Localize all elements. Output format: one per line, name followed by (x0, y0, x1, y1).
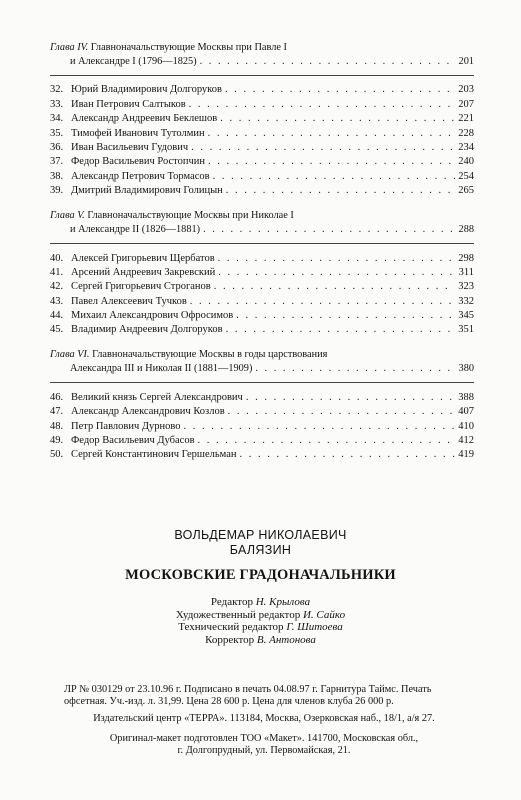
toc-entry: 41. Арсений Андреевич Закревский . . . 311 (50, 264, 474, 278)
toc-entry: 43. Павел Алексеевич Тучков . . . 332 (50, 292, 474, 306)
chapter-label: Глава V. (50, 210, 85, 222)
toc-entry: 37. Федор Васильевич Ростопчин . . . 240 (50, 153, 474, 167)
toc-entry: 48. Петр Павлович Дурново . . . 410 (50, 417, 474, 431)
book-title: МОСКОВСКИЕ ГРАДОНАЧАЛЬНИКИ (125, 567, 396, 583)
toc-entry-list (50, 81, 474, 196)
chapter-label: Глава VI. (50, 349, 90, 361)
leader-dots (255, 362, 455, 376)
credit-line: Художественный редактор И. Сайко (175, 608, 346, 621)
toc-entry: 47. Александр Александрович Козлов . . . 407 (50, 403, 474, 417)
divider (50, 382, 474, 383)
chapter-title-line1: Главноначальствующие Москвы при Павле I (90, 42, 287, 53)
toc-entry: 40. Алексей Григорьевич Щербатов . . . 298 (50, 249, 474, 263)
layout-credit: Оригинал-макет подготовлен ТОО «Макет». 141700, Московская обл., г. Долгопрудный, ул. Первомайская, 21. (109, 733, 419, 757)
toc-chapter (50, 348, 474, 376)
toc-entry: 32. Юрий Владимирович Долгоруков . . . 203 (50, 81, 474, 95)
toc-entry-list (50, 249, 474, 335)
toc-entry-list (50, 388, 474, 460)
chapter-page: 201 (458, 56, 474, 67)
author-first-names: ВОЛЬДЕМАР НИКОЛАЕВИЧ (174, 528, 347, 542)
toc-entry: 50. Сергей Константинович Гершельман . . . 419 (50, 446, 474, 460)
credits (0, 596, 521, 646)
chapter-title-line2: и Александре I (1796—1825) (70, 56, 197, 67)
chapter-title-line1: Главноначальствующие Москвы в годы царствования (92, 349, 328, 361)
toc-entry: 39. Дмитрий Владимирович Голицын . . . 265 (50, 182, 474, 196)
leader-dots (203, 223, 455, 237)
toc-chapter (50, 41, 474, 69)
chapter-page: 288 (458, 224, 474, 236)
credit-line: Редактор Н. Крылова (210, 596, 311, 608)
toc-entry: 49. Федор Васильевич Дубасов . . . 412 (50, 432, 474, 446)
toc-chapter (50, 209, 474, 237)
chapter-page: 380 (458, 363, 474, 375)
chapter-title-line2: Александра III и Николая II (1881—1909) (70, 363, 253, 375)
toc-entry: 38. Александр Петрович Тормасов . . . 254 (50, 167, 474, 181)
toc-entry: 46. Великий князь Сергей Александрович . . . 388 (50, 388, 474, 402)
chapter-title-line1: Главноначальствующие Москвы при Николае I (87, 210, 294, 222)
toc-entry: 33. Иван Петрович Салтыков . . . 207 (50, 95, 474, 109)
table-of-contents (50, 41, 474, 473)
chapter-label: Глава IV. (50, 42, 89, 53)
print-license: ЛР № 030129 от 23.10.96 г. Подписано в печать 04.08.97 г. Гарнитура Таймс. Печать офсетная. Уч.-изд. л. 31,99. Цена 28 600 р. Цена для членов клуба 26 000 р. (64, 684, 432, 708)
chapter-title-line2: и Александре II (1826—1881) (70, 224, 201, 236)
publisher-info: Издательский центр «ТЕРРА». 113184, Москва, Озерковская наб., 18/1, а/я 27. (93, 713, 435, 724)
toc-entry: 45. Владимир Андреевич Долгоруков . . . 351 (50, 321, 474, 335)
toc-entry: 34. Александр Андреевич Беклешов . . . 221 (50, 110, 474, 124)
imprint (0, 528, 521, 646)
toc-entry: 42. Сергей Григорьевич Строганов . . . 323 (50, 278, 474, 292)
credit-line: Корректор В. Антонова (205, 633, 316, 646)
toc-entry: 36. Иван Васильевич Гудович . . . 234 (50, 139, 474, 153)
toc-entry: 35. Тимофей Иванович Тутолмин . . . 228 (50, 124, 474, 138)
toc-entry: 44. Михаил Александрович Офросимов . . . 345 (50, 307, 474, 321)
divider (50, 75, 474, 76)
credit-line: Технический редактор Г. Шитоева (178, 621, 343, 634)
leader-dots (200, 55, 456, 69)
divider (50, 243, 474, 244)
author-surname: БАЛЯЗИН (229, 543, 292, 557)
